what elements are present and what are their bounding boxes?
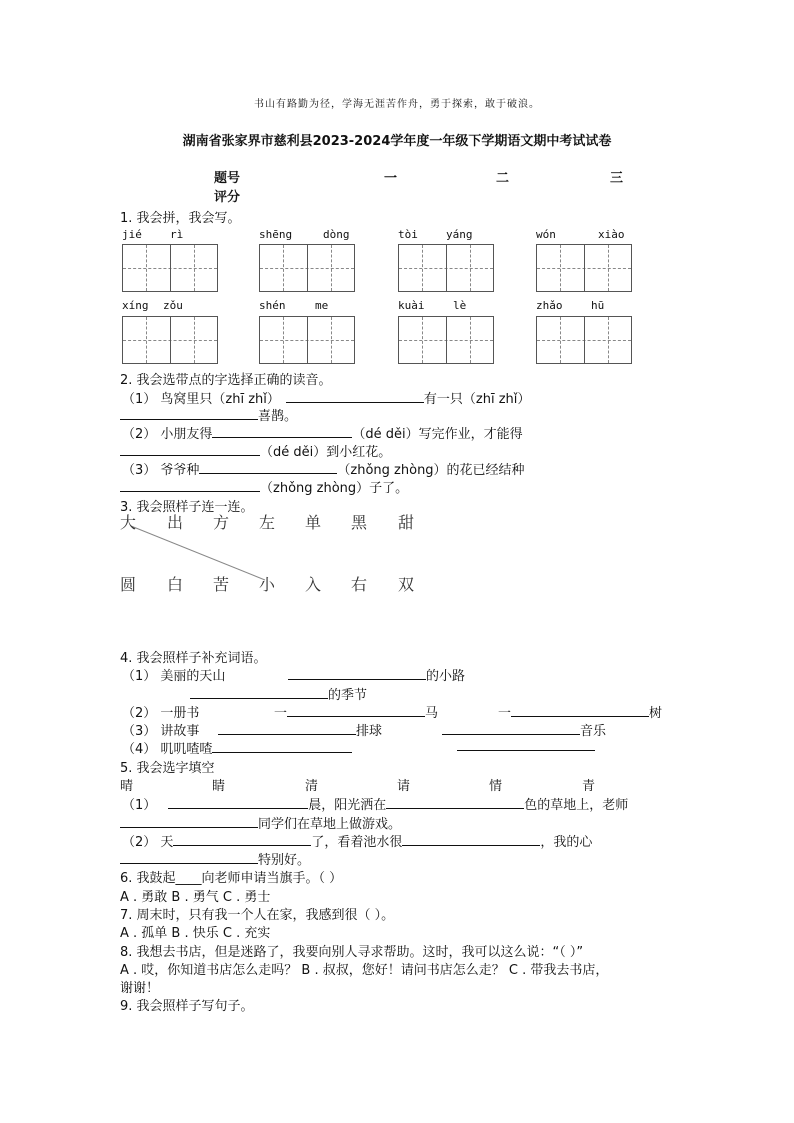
q9-question: 9. 我会照样子写句子。: [120, 999, 254, 1014]
text: （dé děi）到小红花。: [260, 445, 392, 460]
q6-options[interactable]: A . 勇敢 B . 勇气 C . 勇士: [120, 890, 271, 905]
pinyin: me: [315, 299, 329, 312]
answer-blank[interactable]: [212, 425, 352, 438]
motto: 书山有路勤为径，学海无涯苦作舟，勇于探索，敢于破浪。: [254, 99, 540, 110]
writing-box[interactable]: [259, 244, 355, 292]
text: 同学们在草地上做游戏。: [258, 817, 402, 832]
text: （zhǒng zhòng）的花已经结种: [337, 463, 525, 478]
q2-title: 2. 我会选带点的字选择正确的读音。: [120, 373, 332, 388]
q3-top-char[interactable]: 大: [120, 513, 137, 532]
q5-option: 情: [489, 779, 503, 794]
pinyin: jié: [122, 228, 142, 241]
writing-box[interactable]: [536, 316, 632, 364]
writing-box[interactable]: [122, 316, 218, 364]
text: 排球: [356, 724, 383, 739]
q2-line-2b: [120, 441, 391, 460]
q2-line-2: [122, 423, 523, 442]
answer-blank[interactable]: [173, 833, 311, 846]
pinyin: zhǎo: [536, 299, 563, 312]
q2-line-1b: [120, 405, 297, 424]
q8-options-cont[interactable]: 谢谢！: [120, 981, 160, 996]
q3-top-char[interactable]: 左: [259, 513, 276, 532]
answer-blank[interactable]: [286, 390, 424, 403]
text: 了，看着池水很: [311, 835, 403, 850]
q5-option: 青: [582, 779, 596, 794]
text: （1） 鸟窝里只（zhī zhǐ）: [122, 392, 280, 407]
text: （3） 爷爷种: [122, 463, 200, 478]
answer-blank[interactable]: [120, 443, 260, 456]
q3-bottom-char[interactable]: 双: [398, 575, 415, 594]
q5-option: 请: [397, 779, 411, 794]
score-col-1: 一: [384, 171, 398, 186]
text: 喜鹊。: [258, 409, 298, 424]
q3-bottom-char[interactable]: 入: [305, 575, 322, 594]
writing-box[interactable]: [398, 244, 494, 292]
answer-blank[interactable]: [386, 796, 524, 809]
q4-line-3-mid: [218, 720, 382, 739]
q5-option: 晴: [120, 779, 134, 794]
q5-title: 5. 我会选字填空: [120, 761, 215, 776]
text: 有一只（zhī zhǐ）: [423, 392, 531, 407]
q5-option: 睛: [212, 779, 226, 794]
writing-box[interactable]: [259, 316, 355, 364]
q3-bottom-char[interactable]: 白: [167, 575, 184, 594]
pinyin: wón: [536, 228, 556, 241]
q3-bottom-char[interactable]: 苦: [213, 575, 230, 594]
pinyin: rì: [170, 228, 184, 241]
q3-top-char[interactable]: 出: [167, 513, 184, 532]
q3-bottom-char[interactable]: 小: [259, 575, 276, 594]
answer-blank[interactable]: [402, 833, 540, 846]
pinyin: hū: [591, 299, 605, 312]
text: 一: [274, 706, 288, 721]
answer-blank[interactable]: [442, 722, 580, 735]
text: 晨，阳光洒在: [308, 798, 387, 813]
q4-line-4: [122, 738, 352, 757]
q3-top-char[interactable]: 黑: [351, 513, 368, 532]
answer-blank[interactable]: [287, 704, 425, 717]
q4-line-2-mid: [274, 702, 438, 721]
q4-title: 4. 我会照样子补充词语。: [120, 651, 267, 666]
q3-top-char[interactable]: 甜: [398, 513, 415, 532]
answer-blank[interactable]: [218, 722, 356, 735]
q5-line-2b: [120, 849, 310, 868]
q4-line-2: （2） 一册书: [122, 706, 200, 721]
score-label-score: 评分: [214, 190, 241, 205]
pinyin: kuài: [398, 299, 425, 312]
writing-box[interactable]: [536, 244, 632, 292]
text: ，我的心: [540, 835, 593, 850]
pinyin: xíng: [122, 299, 149, 312]
q7-question: 7. 周末时，只有我一个人在家，我感到很（ ）。: [120, 908, 395, 923]
answer-blank[interactable]: [120, 851, 258, 864]
q3-title: 3. 我会照样子连一连。: [120, 500, 254, 515]
answer-blank[interactable]: [190, 686, 328, 699]
text: 马: [425, 706, 439, 721]
pinyin: tòi: [398, 228, 418, 241]
text: （dé děi）写完作业，才能得: [352, 427, 523, 442]
q4-line-1: （1） 美丽的天山: [122, 669, 226, 684]
text: 的小路: [426, 669, 466, 684]
answer-blank[interactable]: [168, 796, 308, 809]
text: （1）: [122, 798, 157, 813]
answer-blank[interactable]: [288, 667, 426, 680]
text: 一: [498, 706, 512, 721]
pinyin: shén: [259, 299, 286, 312]
text: （zhǒng zhòng）子了。: [260, 481, 409, 496]
text: 音乐: [580, 724, 607, 739]
q7-options[interactable]: A . 孤单 B . 快乐 C . 充实: [120, 926, 271, 941]
text: 色的草地上，老师: [524, 798, 629, 813]
q2-line-3: [122, 459, 525, 478]
pinyin: dòng: [323, 228, 350, 241]
text: （2） 天: [122, 835, 174, 850]
q4-line-1-right: [288, 665, 465, 684]
text: （2） 小朋友得: [122, 427, 213, 442]
pinyin: zǒu: [163, 299, 183, 312]
answer-blank[interactable]: [457, 738, 595, 751]
q4-line-2-right: [498, 702, 662, 721]
answer-blank[interactable]: [212, 740, 352, 753]
q8-options[interactable]: A . 哎，你知道书店怎么走吗？ B . 叔叔，您好！请问书店怎么走？ C . 带我去书店，: [120, 963, 609, 978]
writing-box[interactable]: [122, 244, 218, 292]
text: 特别好。: [258, 853, 311, 868]
q8-question: 8. 我想去书店，但是迷路了，我要向别人寻求帮助。这时，我可以这么说：“（ ）”: [120, 945, 584, 960]
pinyin: yáng: [446, 228, 473, 241]
pinyin: xiào: [598, 228, 625, 241]
q5-line-1: [122, 794, 628, 813]
score-col-3: 三: [610, 171, 624, 186]
q1-title: 1. 我会拼，我会写。: [120, 211, 241, 226]
q5-line-2: [122, 831, 592, 850]
q4-line-1b: [190, 684, 367, 703]
q4-line-3-right: [442, 720, 606, 739]
answer-blank[interactable]: [511, 704, 649, 717]
answer-blank[interactable]: [120, 407, 258, 420]
q3-top-char[interactable]: 单: [305, 513, 322, 532]
text: 树: [649, 706, 663, 721]
q6-question: 6. 我鼓起____向老师申请当旗手。（ ）: [120, 871, 343, 886]
q3-top-char[interactable]: 方: [213, 513, 230, 532]
pinyin: shēng: [259, 228, 293, 241]
text: （4） 叽叽喳喳: [122, 742, 213, 757]
q3-bottom-char[interactable]: 右: [351, 575, 368, 594]
q2-line-3b: [120, 477, 408, 496]
q4-line-3: （3） 讲故事: [122, 724, 200, 739]
q3-bottom-char[interactable]: 圆: [120, 575, 137, 594]
writing-box[interactable]: [398, 316, 494, 364]
q5-option: 清: [305, 779, 319, 794]
q5-line-1b: [120, 813, 401, 832]
pinyin: lè: [453, 299, 467, 312]
answer-blank[interactable]: [120, 815, 258, 828]
score-col-2: 二: [496, 171, 510, 186]
text: 的季节: [328, 688, 368, 703]
answer-blank[interactable]: [120, 479, 260, 492]
page-title: 湖南省张家界市慈利县2023-2024学年度一年级下学期语文期中考试试卷: [182, 134, 612, 149]
answer-blank[interactable]: [199, 461, 337, 474]
q4-line-4-right: [457, 738, 595, 755]
score-label-number: 题号: [214, 171, 241, 186]
